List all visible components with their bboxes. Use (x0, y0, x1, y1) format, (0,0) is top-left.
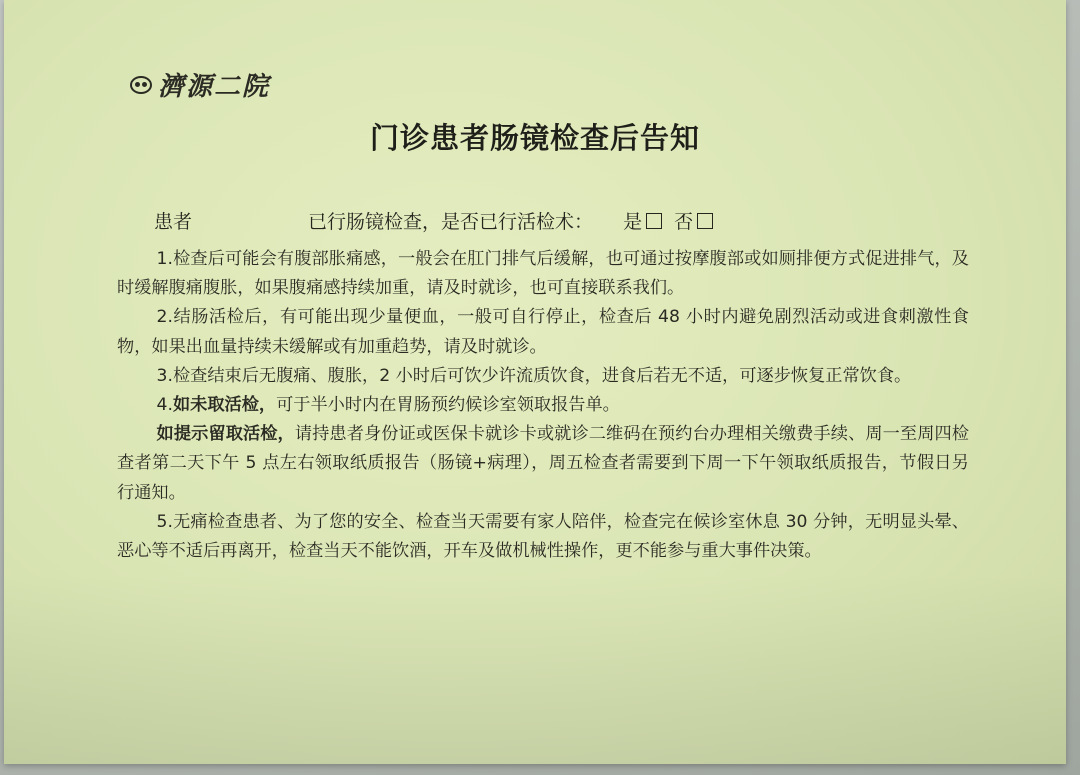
checkbox-no[interactable] (697, 213, 713, 229)
no-biopsy-emphasis: 如未取活检， (172, 395, 277, 416)
hospital-logo-text: 濟源二院 (158, 72, 271, 102)
notice-item-1: 1.检查后可能会有腹部胀痛感，一般会在肛门排气后缓解，也可通过按摩腹部或如厕排便方式促进排气，及时缓解腹痛腹胀，如果腹痛感持续加重，请及时就诊，也可直接联系我们。 (117, 249, 969, 299)
hospital-logo (130, 66, 270, 103)
notice-item-4-number: 4. (156, 395, 173, 416)
notice-item-4 (117, 391, 969, 420)
checkbox-yes[interactable] (646, 213, 662, 229)
no-biopsy-text: 可于半小时内在胃肠预约候诊室领取报告单。 (276, 395, 620, 416)
option-no-label: 否 (674, 211, 694, 233)
biopsy-emphasis: 如提示留取活检， (156, 424, 295, 445)
patient-label: 患者 (154, 211, 193, 233)
notice-paper (4, 0, 1066, 764)
biopsy-question: 已行肠镜检查，是否已行活检术： (308, 211, 594, 233)
notice-item-biopsy (117, 420, 969, 508)
paper-shadow (4, 574, 1066, 764)
hospital-seal-icon (130, 76, 152, 94)
notice-item-3: 3.检查结束后无腹痛、腹胀，2 小时后可饮少许流质饮食，进食后若无不适，可逐步恢复正常饮食。 (156, 365, 912, 386)
patient-info-line (154, 207, 719, 234)
page-title: 门诊患者肠镜检查后告知 (369, 121, 700, 155)
notice-item-5: 5.无痛检查患者、为了您的安全、检查当天需要有家人陪伴，检查完在候诊室休息 30 分钟，无明显头晕、恶心等不适后再离开，检查当天不能饮酒，开车及做机械性操作，更不能参与重大事件决策。 (117, 511, 969, 562)
option-yes-label: 是 (623, 211, 643, 233)
biopsy-text: 请持患者身份证或医保卡就诊卡或就诊二维码在预约台办理相关缴费手续、周一至周四检查者第二天下午 5 点左右领取纸质报告（肠镜+病理），周五检查者需要到下周一下午领取纸质报告，节假日另行通知。 (117, 424, 969, 503)
notice-item-2: 2.结肠活检后，有可能出现少量便血，一般可自行停止，检查后 48 小时内避免剧烈活动或进食刺激性食物，如果出血量持续未缓解或有加重趋势，请及时就诊。 (117, 307, 969, 357)
notice-body (117, 245, 969, 566)
